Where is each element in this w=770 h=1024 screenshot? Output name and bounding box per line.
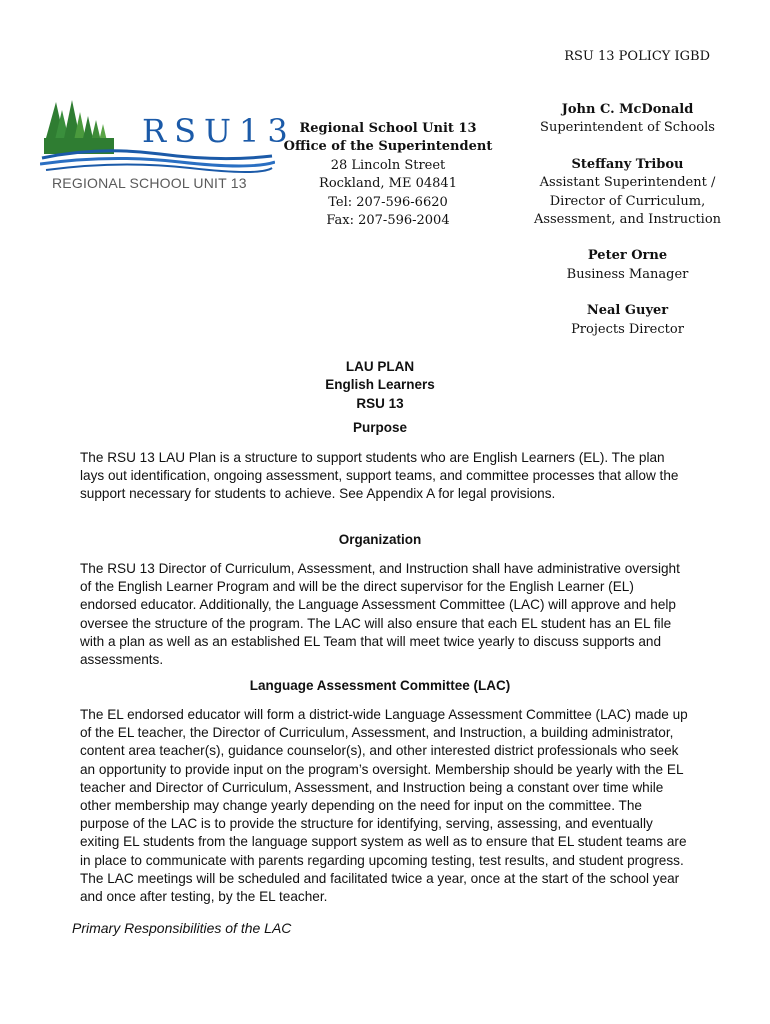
title-line: LAU PLAN [345,359,415,374]
staff-title: Business Manager [566,266,689,282]
logo-letters: RSU13 [142,112,296,150]
staff-name: Steffany Tribou [571,156,684,172]
staff-title: Projects Director [571,321,684,337]
office-tel: Tel: 207-596-6620 [328,194,448,210]
organization-paragraph: The RSU 13 Director of Curriculum, Assessment, and Instruction shall have administrative oversight of the English Learner Program and will be the direct supervisor for the English Learner (EL) endorsed educator. Additionally, the Language Assessment Committee (LAC) will approve and help oversee the structure of the program. The LAC will also ensure that each EL student has an EL file with a plan as well as an established EL Team that will meet twice yearly to discuss supports and assessments. [80,561,680,668]
staff-title: Assessment, and Instruction [533,212,722,228]
staff-name: Peter Orne [587,248,668,264]
staff-business-manager [520,247,735,284]
office-street: 28 Lincoln Street [330,157,446,173]
staff-title: Director of Curriculum, [549,193,706,209]
office-city: Rockland, ME 04841 [319,176,457,192]
organization-heading: Organization [338,532,422,547]
staff-name: John C. McDonald [561,102,694,117]
document-title [80,358,680,413]
staff-title: Superintendent of Schools [540,120,715,136]
lac-paragraph: The EL endorsed educator will form a district-wide Language Assessment Committee (LAC) made up of the EL teacher, the Director of Curriculum, Assessment, and Instruction, a building administrator, content area teacher(s), guidance counselor(s), and other interested district professionals who seek an opportunity to provide input on the program’s oversight. Membership should be yearly with the EL teacher and Director of Curriculum, Assessment, and Instruction being a constant over time while other membership may change yearly depending on the need for input on the committee. The purpose of the LAC is to provide the structure for identifying, serving, assessing, and eventually exiting EL students from the language support system as well as to ensure that EL student teams are in place to communicate with parents regarding upcoming testing, test results, and student progress. The LAC meetings will be scheduled and facilitated twice a year, once at the start of the school year and once after testing, by the EL teacher. [80,707,688,905]
staff-superintendent [520,101,735,138]
primary-responsibilities-heading: Primary Responsibilities of the LAC [72,920,292,936]
office-fax: Fax: 207-596-2004 [326,213,450,229]
staff-name: Neal Guyer [586,303,669,319]
staff-assistant-superintendent [520,156,735,230]
rsu13-logo [40,98,296,194]
office-name: Regional School Unit 13 [299,121,477,136]
policy-code: RSU 13 POLICY IGBD [564,49,710,64]
purpose-paragraph: The RSU 13 LAU Plan is a structure to support students who are English Learners (EL). The plan lays out identification, ongoing assessment, support teams, and committee processes that allow the support necessary for students to achieve. See Appendix A for legal provisions. [80,450,679,502]
staff-block [520,101,735,357]
title-line: English Learners [325,377,435,393]
title-line: RSU 13 [356,395,404,411]
logo-caption: REGIONAL SCHOOL UNIT 13 [52,175,247,191]
staff-title: Assistant Superintendent / [539,175,716,191]
office-department: Office of the Superintendent [283,139,493,155]
lac-heading: Language Assessment Committee (LAC) [249,678,511,693]
office-block [283,120,493,230]
staff-projects-director [520,302,735,339]
purpose-heading: Purpose [352,420,407,435]
